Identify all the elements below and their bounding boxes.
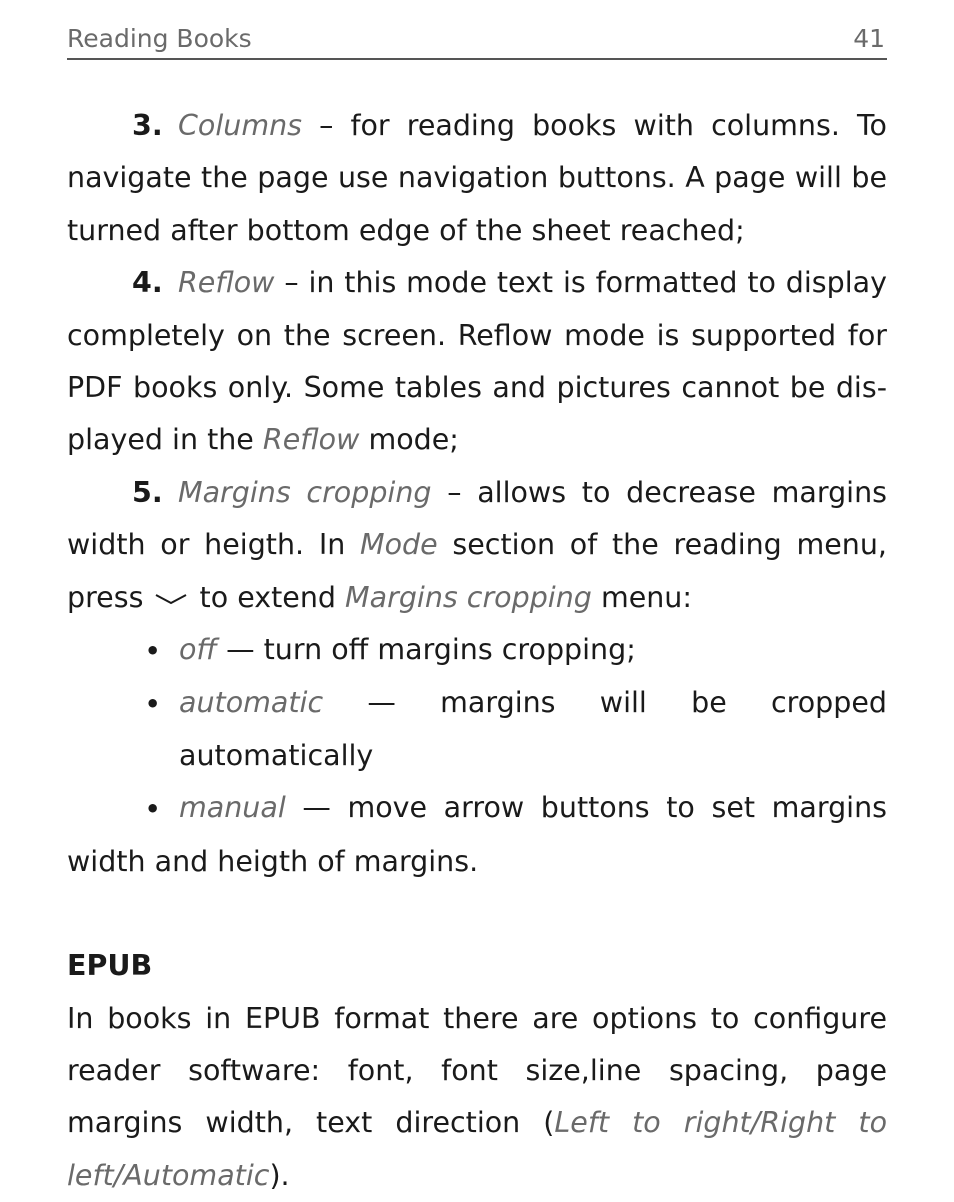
bullet-dot: • [67,678,179,730]
item-number: 4. [132,257,178,309]
bullet-dot: • [67,783,179,835]
bullet-item-manual [67,782,887,888]
item-term: Margins cropping [178,476,432,509]
bullet-text: — move arrow buttons to set margins width and heigth of margins. [67,791,887,877]
chevron-down-icon [152,589,190,609]
epub-term: Left to right/Right to left/Automatic [67,1106,887,1191]
item-term-inline: Reflow [263,423,360,456]
list-item-margins-cropping [67,467,887,624]
bullet-item-off [67,624,887,677]
bullet-term: automatic [179,686,323,719]
item-text: – allows to decrease margins width or heigth. In [67,476,887,561]
bullet-text: — margins will be cropped automatically [179,686,887,771]
item-text: – for reading books with columns. To navigate the page use navigation buttons. A page will be turned after bottom edge of the sheet reached; [67,109,887,247]
epub-text-end: ). [269,1159,289,1192]
item-term: Reflow [178,266,275,299]
item-text-4: menu: [592,581,692,614]
bullet-dot: • [67,625,179,677]
item-number: 5. [132,467,178,519]
bullet-item-automatic [67,677,887,782]
item-text-3: to extend [190,581,345,614]
item-number: 3. [132,100,178,152]
item-term: Columns [178,109,302,142]
bullet-term: manual [179,791,286,824]
item-text-end: mode; [359,423,459,456]
section-heading-epub: EPUB [67,940,887,992]
bullet-term: off [179,633,217,666]
item-text-2: section of the reading menu, press [67,528,887,613]
page-header [67,22,887,60]
epub-text: In books in EPUB format there are options to configure reader software: font, font size,line spacing, page margins width, text direction ( [67,1002,887,1140]
page-number: 41 [853,24,885,53]
page-body [67,100,887,1202]
list-item-reflow [67,257,887,467]
item-term-mode: Mode [360,528,438,561]
list-item-columns [67,100,887,257]
bullet-text: — turn off margins cropping; [217,633,636,666]
item-term-menu: Margins cropping [345,581,592,614]
epub-paragraph [67,993,887,1202]
running-title: Reading Books [67,24,252,53]
item-text: – in this mode text is formatted to display completely on the screen. Reflow mode is supported for PDF books only. Some tables and pictures cannot be dis-played in the [67,266,887,456]
